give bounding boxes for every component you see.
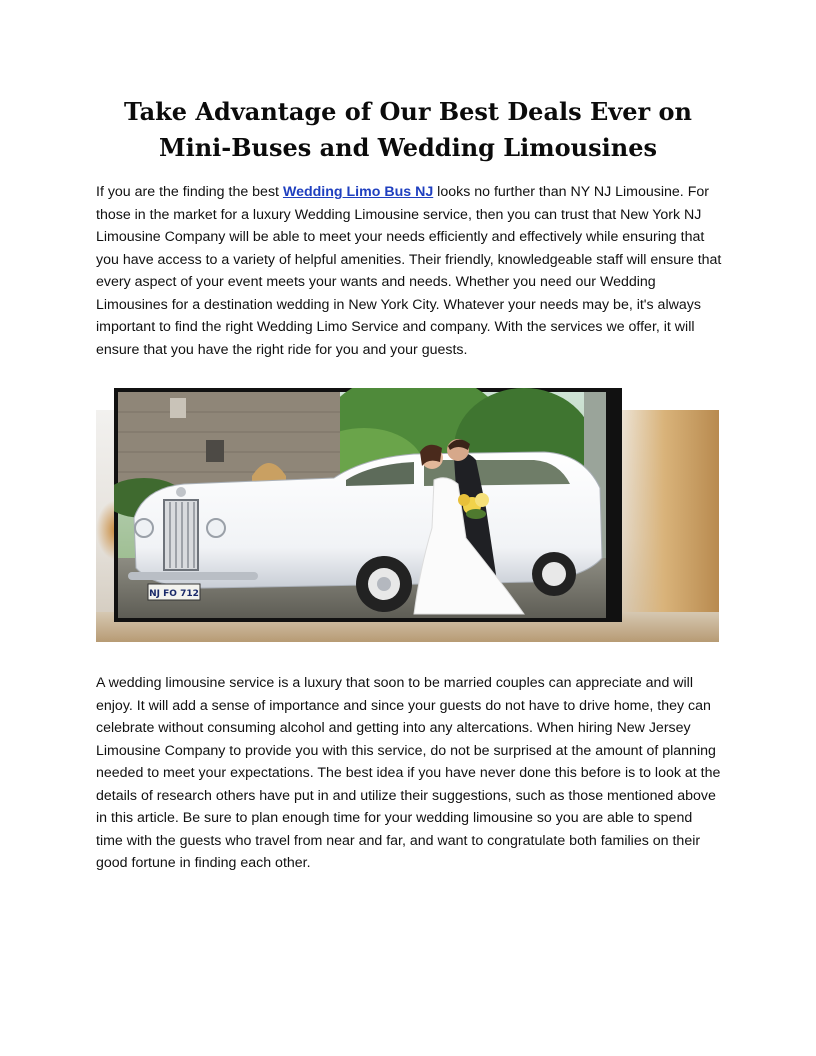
wedding-limo-photo (114, 388, 622, 622)
intro-text-rest: looks no further than NY NJ Limousine. For those in the market for a luxury Wedding Limousine service, then you can trust that New York NJ Limousine Company will be able to meet your needs efficiently and effectively while ensuring that you have access to a variety of helpful amenities. Their friendly, knowledgeable staff will ensure that every aspect of your event meets your wants and needs. Whether you need our Wedding Limousines for a destination wedding in New York City. Whatever your needs may be, it's always important to find the right Wedding Limo Service and company. With the services we offer, it will ensure that you have the right ride for you and your guests. (96, 184, 722, 358)
body-paragraph: A wedding limousine service is a luxury that soon to be married couples can appreciate and will enjoy. It will add a sense of importance and since your guests do not have to drive home, they can celebrate without consuming alcohol and getting into any altercations. When hiring New Jersey Limousine Company to provide you with this service, do not be surprised at the amount of planning needed to meet your expectations. The best idea if you have never done this before is to look at the details of research others have put in and utilize their suggestions, such as those mentioned above in this article. Be sure to plan enough time for your wedding limousine so you are able to spend time with the guests who travel from near and far, and want to congratulate both families on their good fortune in finding each other. (96, 675, 721, 871)
intro-paragraph (96, 181, 722, 361)
wedding-limo-bus-link[interactable]: Wedding Limo Bus NJ (282, 184, 434, 200)
license-plate-text: NJ FO 712 (149, 589, 199, 599)
intro-text-start: If you are the finding the best (96, 184, 283, 200)
page-title: Take Advantage of Our Best Deals Ever on Mini-Buses and Wedding Limousines (124, 97, 692, 162)
